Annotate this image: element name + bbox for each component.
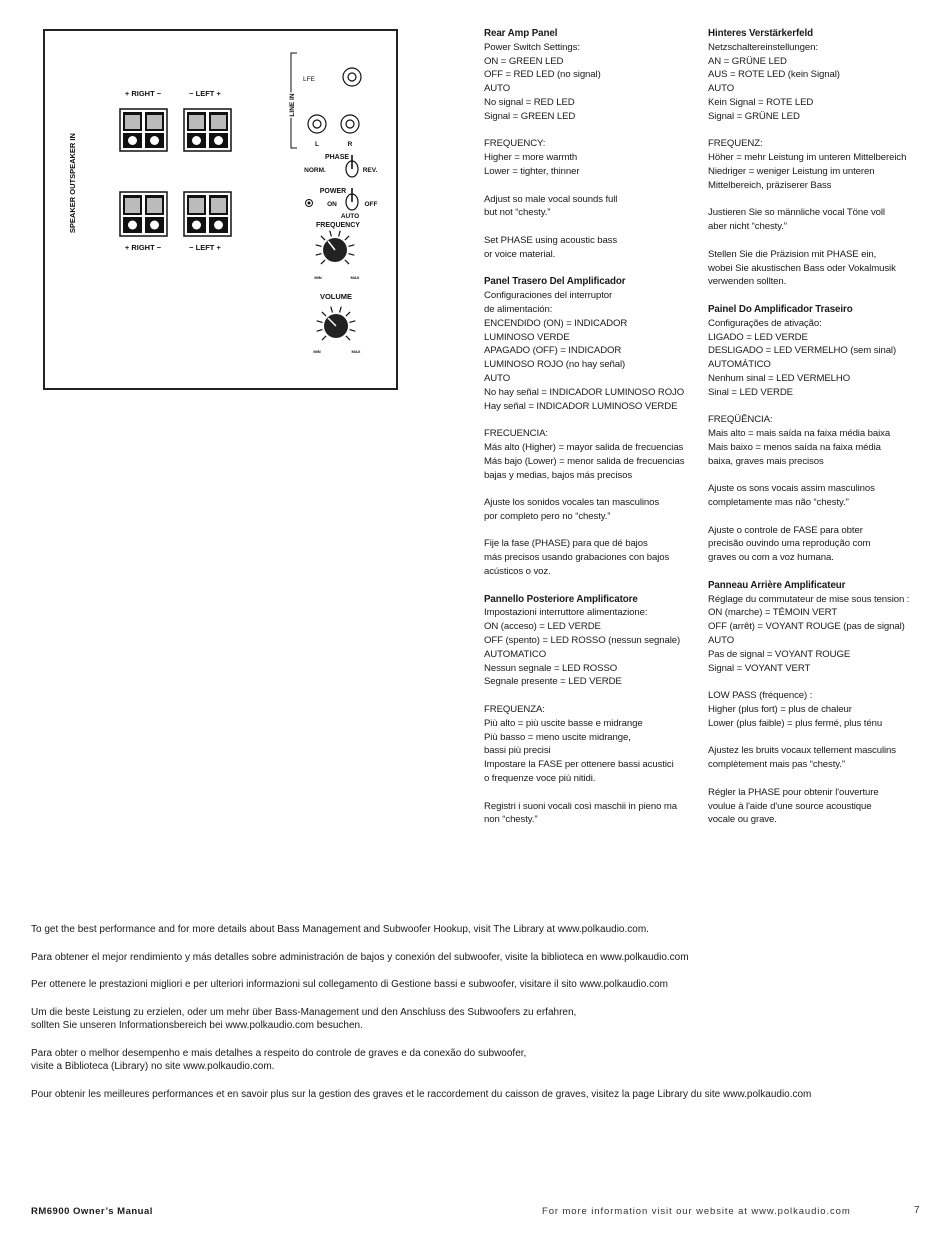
section-body: Justieren Sie so männliche vocal Töne voll aber nicht “chesty.” <box>708 207 885 233</box>
instruction-section <box>708 413 940 468</box>
right-top-label: + RIGHT − <box>124 89 162 98</box>
section-body: FREQUENZA: Più alto = più uscite basse e midrange Più basso = meno uscite midrange, bassi più precisi Impostare la FASE per ottenere bassi acustici o frequenze voce più nitidi. <box>484 704 674 785</box>
section-body: Ajuste os sons vocais assim masculinos completamente mas não “chesty.” <box>708 483 875 509</box>
instruction-section <box>484 234 704 262</box>
section-body: Netzschaltereinstellungen: AN = GRÜNE LED AUS = ROTE LED (kein Signal) AUTO Kein Signal = ROTE LED Signal = GRÜNE LED <box>708 41 840 122</box>
line-in-l-jack <box>308 115 326 133</box>
library-notes <box>31 923 911 1115</box>
instruction-section <box>484 427 704 482</box>
phase-rev-label: REV. <box>362 167 378 174</box>
r-label: R <box>347 141 353 148</box>
section-body: Réglage du commutateur de mise sous tension : ON (marche) = TÉMOIN VERT OFF (arrêt) = VOYANT ROUGE (pas de signal) AUTO Pas de signal = VOYANT ROUGE Signal = VOYANT VERT <box>708 593 910 674</box>
section-body: Ajuste los sonidos vocales tan masculinos por completo pero no “chesty.” <box>484 497 660 522</box>
instruction-section <box>708 579 940 676</box>
frequency-max-label: MAX <box>350 275 360 280</box>
section-body: Fije la fase (PHASE) para que dé bajos más precisos usando grabaciones con bajos acústicos o voz. <box>484 538 670 578</box>
volume-label: VOLUME <box>319 292 353 301</box>
line-in-label: LINE IN <box>289 93 296 117</box>
instructions-column-2 <box>708 27 940 841</box>
section-body: Impostazioni interruttore alimentazione: ON (acceso) = LED VERDE OFF (spento) = LED ROSSO (nessun segnale) AUTOMATICO Nessun segnale = LED ROSSO Segnale presente = LED VERDE <box>484 607 681 688</box>
speaker-out-label: SPEAKER OUT <box>68 178 77 234</box>
manual-title: RM6900 Owner’s Manual <box>31 1206 153 1217</box>
left-bottom-label: − LEFT + <box>189 243 221 252</box>
lfe-jack <box>343 68 361 86</box>
section-body: FREQUENZ: Höher = mehr Leistung im unteren Mittelbereich Niedriger = weniger Leistung im unteren Mittelbereich, präziserer Bass <box>708 138 907 191</box>
instruction-section <box>484 275 704 413</box>
power-off-label: OFF <box>364 201 378 208</box>
website-note: For more information visit our website at www.polkaudio.com <box>542 1206 851 1217</box>
instruction-section <box>484 193 704 221</box>
power-auto-label: AUTO <box>340 213 360 220</box>
volume-min-label: MIN <box>313 349 321 354</box>
page-number: 7 <box>914 1205 920 1216</box>
library-note: Pour obtenir les meilleures performances et en savoir plus sur la gestion des graves et le raccordement du caisson de graves, visitez la page Library du site www.polkaudio.com <box>31 1088 812 1100</box>
instruction-section <box>708 206 940 234</box>
section-body: FRECUENCIA: Más alto (Higher) = mayor salida de frecuencias Más bajo (Lower) = menor salida de frecuencias bajas y medias, bajos más precisos <box>484 428 685 481</box>
section-body: Power Switch Settings: ON = GREEN LED OFF = RED LED (no signal) AUTO No signal = RED LED Signal = GREEN LED <box>484 41 601 122</box>
speaker-in-terminals <box>120 109 231 151</box>
power-led-indicator <box>306 200 313 207</box>
instruction-section <box>708 303 940 400</box>
instruction-section <box>484 27 704 124</box>
section-body: Set PHASE using acoustic bass or voice material. <box>484 234 618 260</box>
rear-panel-svg <box>45 31 396 388</box>
library-note: Para obter o melhor desempenho e mais detalhes a respeito do controle de graves e da conexão do subwoofer, visite a Biblioteca (Library) no site www.polkaudio.com. <box>31 1047 527 1072</box>
frequency-label: FREQUENCY <box>316 222 360 229</box>
section-heading: Painel Do Amplificador Traseiro <box>708 303 853 315</box>
instruction-section <box>708 27 940 124</box>
instructions-column-1 <box>484 27 704 841</box>
instruction-section <box>484 703 704 786</box>
volume-knob[interactable] <box>317 307 356 340</box>
instruction-section <box>484 593 704 690</box>
section-heading: Rear Amp Panel <box>484 28 558 39</box>
power-on-label: ON <box>327 201 337 208</box>
library-note: Per ottenere le prestazioni migliori e per ulteriori informazioni sul collegamento di Gestione bassi e subwoofer, visitare il sito www.polkaudio.com <box>31 979 668 990</box>
section-heading: Pannello Posteriore Amplificatore <box>484 593 638 605</box>
lfe-label: LFE <box>303 76 315 83</box>
instruction-section <box>484 800 704 828</box>
speaker-in-label: SPEAKER IN <box>68 133 77 179</box>
section-body: Ajuste o controle de FASE para obter precisão ouvindo uma reprodução com graves ou com a voz humana. <box>708 524 871 564</box>
instruction-section <box>708 689 940 730</box>
instruction-section <box>708 744 940 772</box>
instruction-section <box>484 537 704 578</box>
section-body: LOW PASS (fréquence) : Higher (plus fort) = plus de chaleur Lower (plus faible) = plus fermé, plus ténu <box>708 690 883 729</box>
instruction-section <box>484 496 704 524</box>
section-heading: Panneau Arrière Amplificateur <box>708 579 846 591</box>
library-note: Para obtener el mejor rendimiento y más detalles sobre administración de bajos y conexión del subwoofer, visite la biblioteca en www.polkaudio.com <box>31 951 689 963</box>
instruction-section <box>708 524 940 565</box>
library-note: Um die beste Leistung zu erzielen, oder um mehr über Bass-Management und den Anschluss des Subwoofers zu erfahren, sollten Sie unseren Informationsbereich bei www.polkaudio.com besuchen. <box>31 1006 577 1031</box>
instruction-section <box>708 137 940 192</box>
section-body: Stellen Sie die Präzision mit PHASE ein, wobei Sie akustischen Bass oder Vokalmusik verwenden sollten. <box>708 248 896 288</box>
phase-norm-label: NORM. <box>304 167 326 174</box>
instruction-section <box>708 248 940 289</box>
right-bottom-label: + RIGHT − <box>124 243 162 252</box>
l-label: L <box>315 141 319 148</box>
instruction-section <box>708 786 940 827</box>
section-body: Registri i suoni vocali così maschii in pieno ma non “chesty.” <box>484 800 678 826</box>
library-note: To get the best performance and for more details about Bass Management and Subwoofer Hookup, visit The Library at www.polkaudio.com. <box>31 924 649 935</box>
line-in-r-jack <box>341 115 359 133</box>
instruction-section <box>708 482 940 510</box>
power-switch[interactable] <box>346 188 358 210</box>
phase-label: PHASE <box>324 154 350 161</box>
rear-panel-diagram <box>43 29 398 390</box>
section-body: Ajustez les bruits vocaux tellement masculins complètement mais pas “chesty.” <box>708 745 896 771</box>
section-body: Configurações de ativação: LIGADO = LED VERDE DESLIGADO = LED VERMELHO (sem sinal) AUTOMÁTICO Nenhum sinal = LED VERMELHO Sinal = LED VERDE <box>708 317 897 398</box>
power-label: POWER <box>319 188 347 195</box>
section-body: Configuraciones del interruptor de alimentación: ENCENDIDO (ON) = INDICADOR LUMINOSO VERDE APAGADO (OFF) = INDICADOR LUMINOSO ROJO (no hay señal) AUTO No hay señal = INDICADOR LUMINOSO ROJO Hay señal = INDICADOR LUMINOSO VERDE <box>484 290 685 412</box>
section-body: Adjust so male vocal sounds full but not “chesty.” <box>484 193 618 219</box>
section-body: FREQUENCY: Higher = more warmth Lower = tighter, thinner <box>484 138 580 177</box>
frequency-min-label: MIN <box>314 275 322 280</box>
left-top-label: − LEFT + <box>189 89 221 98</box>
instruction-section <box>484 137 704 178</box>
frequency-knob[interactable] <box>316 231 355 264</box>
section-heading: Hinteres Verstärkerfeld <box>708 28 813 39</box>
section-body: FREQÜÊNCIA: Mais alto = mais saída na faixa média baixa Mais baixo = menos saída na faixa média baixa, graves mais precisos <box>708 414 891 467</box>
section-heading: Panel Trasero Del Amplificador <box>484 276 626 288</box>
section-body: Régler la PHASE pour obtenir l'ouverture voulue à l'aide d'une source acoustique vocale ou grave. <box>708 786 879 826</box>
volume-max-label: MAX <box>351 349 361 354</box>
speaker-out-terminals <box>120 192 231 236</box>
